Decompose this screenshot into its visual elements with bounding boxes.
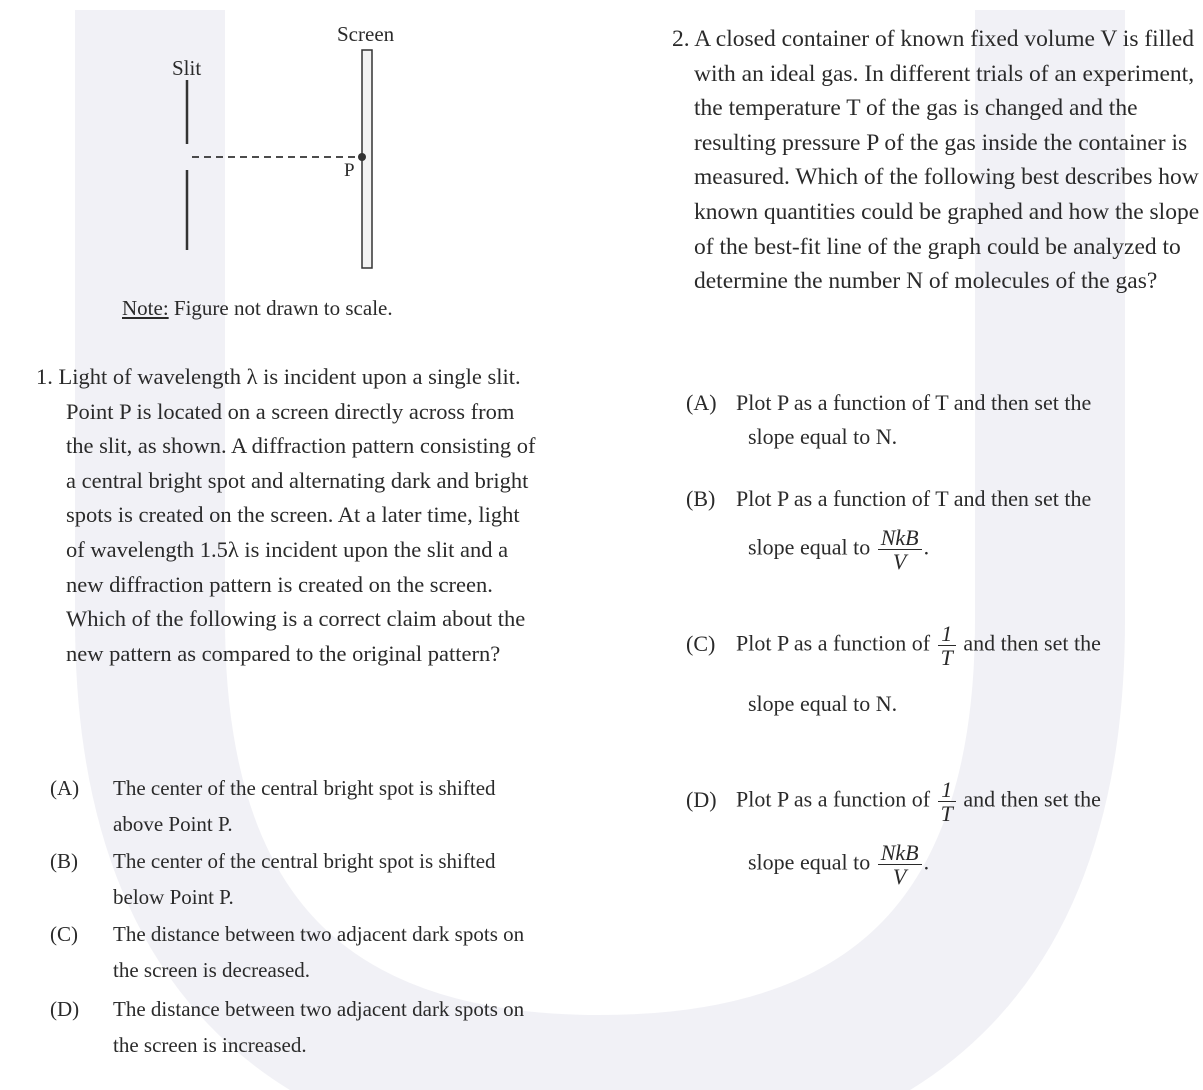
q2-choice-a-line1: Plot P as a function of T and then set the xyxy=(736,390,1092,415)
q2-choice-d-frac2-num: NkB xyxy=(878,841,922,865)
question-2 xyxy=(672,22,1200,299)
q1-choice-c-label: (C) xyxy=(50,922,78,946)
q2-choice-b-line2-post: . xyxy=(923,534,930,560)
q2-choice-b-line1: Plot P as a function of T and then set the xyxy=(736,486,1092,511)
question-1 xyxy=(36,360,536,671)
q2-choice-c[interactable] xyxy=(686,622,1201,717)
q1-choice-a-text: The center of the central bright spot is shifted above Point P. xyxy=(113,776,496,836)
q2-choice-b[interactable] xyxy=(686,486,1201,573)
q1-choice-a-label: (A) xyxy=(50,776,80,800)
q1-choice-a[interactable] xyxy=(50,770,530,842)
q1-choice-d[interactable] xyxy=(50,991,530,1063)
q2-choice-d-fraction xyxy=(938,778,956,825)
question-2-number: 2. xyxy=(672,26,690,52)
q2-choice-b-fraction xyxy=(878,526,922,573)
q2-choice-a[interactable] xyxy=(686,390,1201,450)
q2-choice-d-line1-post: and then set the xyxy=(963,786,1101,812)
q2-choice-b-line2-pre: slope equal to xyxy=(748,534,871,560)
q2-choice-c-line1-post: and then set the xyxy=(963,630,1101,656)
q2-choice-c-line2: slope equal to N. xyxy=(748,691,898,717)
q1-choice-c[interactable] xyxy=(50,916,530,990)
q1-choice-d-label: (D) xyxy=(50,997,80,1021)
q1-choice-b-text: The center of the central bright spot is shifted below Point P. xyxy=(113,849,496,909)
q2-choice-d-frac-den: T xyxy=(940,801,953,827)
q2-choice-c-label: (C) xyxy=(686,630,716,656)
question-2-text: A closed container of known fixed volume V is filled with an ideal gas. In different trials of an experiment, the temperature T of the gas is changed and the resulting pressure P of the gas inside the container is measured. Which of the following best describes how known quantities could be graphed and how the slope of the best-fit line of the graph could be analyzed to determine the number N of molecules of the gas? xyxy=(694,26,1200,295)
screen-label: Screen xyxy=(337,22,395,46)
note-prefix: Note: xyxy=(122,296,169,320)
q2-choice-b-frac-num: NkB xyxy=(878,526,922,550)
q2-choice-d[interactable] xyxy=(686,778,1201,888)
question-1-stem: 1. Light of wavelength λ is incident upon a single slit. Point P is located on a screen directly across from the slit, as shown. A diffraction pattern consisting of a central bright spot and alternating dark and bright spots is created on the screen. At a later time, light of wavelength 1.5λ is incident upon the slit and a new diffraction pattern is created on the screen. Which of the following is a correct claim about the new pattern as compared to the original pattern? xyxy=(36,364,536,666)
figure-note xyxy=(122,296,393,321)
q2-choice-b-frac-den: V xyxy=(892,549,907,575)
q1-choice-c-text: The distance between two adjacent dark spots on the screen is decreased. xyxy=(113,922,525,982)
q1-choice-b[interactable] xyxy=(50,843,530,915)
q2-choice-d-label: (D) xyxy=(686,786,717,812)
q2-choice-a-label: (A) xyxy=(686,390,717,415)
q2-choice-d-frac-num: 1 xyxy=(938,778,956,802)
q1-choice-d-text: The distance between two adjacent dark spots on the screen is increased. xyxy=(113,997,525,1057)
slit-label: Slit xyxy=(172,56,202,80)
q2-choice-c-frac-num: 1 xyxy=(938,622,956,646)
point-p-label: P xyxy=(344,160,355,181)
q2-choice-d-fraction-2 xyxy=(878,841,922,888)
question-1-choices xyxy=(50,770,530,1064)
q2-choice-c-fraction xyxy=(938,622,956,669)
q2-choice-d-frac2-den: V xyxy=(892,864,907,890)
q1-choice-b-label: (B) xyxy=(50,849,78,873)
q2-choice-d-line2-post: . xyxy=(923,849,930,875)
q2-choice-c-line1-pre: Plot P as a function of xyxy=(736,630,931,656)
q2-choice-b-label: (B) xyxy=(686,486,716,511)
q2-choice-a-line2: slope equal to N. xyxy=(748,424,898,449)
question-2-stem xyxy=(672,22,1200,299)
q2-choice-c-frac-den: T xyxy=(940,645,953,671)
q2-choice-d-line1-pre: Plot P as a function of xyxy=(736,786,931,812)
q2-choice-d-line2-pre: slope equal to xyxy=(748,849,871,875)
point-p-dot xyxy=(358,153,366,161)
note-text: Figure not drawn to scale. xyxy=(168,296,393,320)
